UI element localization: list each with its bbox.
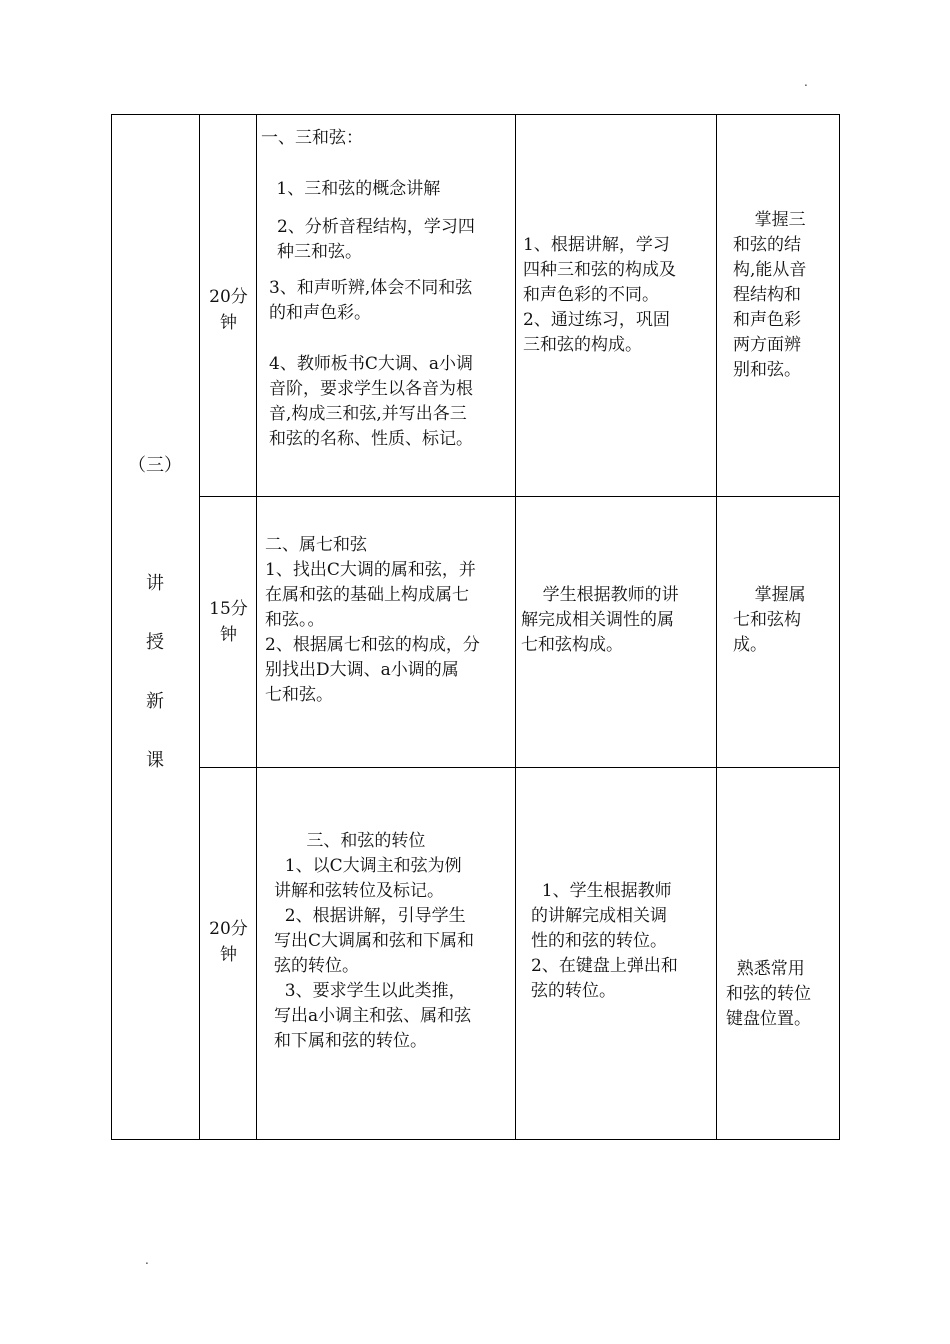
section-title-char: 新 — [146, 691, 164, 712]
column-divider — [515, 114, 516, 1140]
content-item: 2、分析音程结构，学习四 种三和弦。 — [277, 217, 475, 262]
student-activity: 1、学生根据教师 的讲解完成相关调 性的和弦的转位。 2、在键盘上弹出和 弦的转位。 — [531, 881, 678, 1001]
row-divider — [199, 496, 840, 497]
teaching-goal: 掌握三 和弦的结 构,能从音 程结构和 和声色彩 两方面辨 别和弦。 — [733, 210, 807, 380]
table-border-bottom — [111, 1139, 840, 1140]
teaching-goal: 熟悉常用 和弦的转位 键盘位置。 — [726, 959, 811, 1029]
page-mark-bottom: . — [145, 1253, 149, 1267]
section-title-char: 授 — [146, 632, 164, 653]
section-number: （三） — [128, 455, 182, 476]
table-border-right — [839, 114, 840, 1140]
section-title-char: 课 — [146, 750, 164, 771]
content-item: 1、三和弦的概念讲解 — [271, 179, 441, 199]
table-border-left — [111, 114, 112, 1140]
lesson-plan-table — [111, 114, 840, 1140]
content-item: 4、教师板书C大调、a小调 音阶，要求学生以各音为根 音,构成三和弦,并写出各三 和弦的名称、性质、标记。 — [269, 354, 473, 449]
page-mark-top: . — [804, 75, 808, 89]
column-divider — [716, 114, 717, 1140]
row-divider — [199, 767, 840, 768]
content-item: 二、属七和弦 1、找出C大调的属和弦，并 在属和弦的基础上构成属七 和弦。。 2、根据属七和弦的构成，分 别找出D大调、a小调的属 七和弦。 — [265, 535, 480, 705]
student-activity: 学生根据教师的讲 解完成相关调性的属 七和弦构成。 — [521, 585, 679, 655]
teaching-goal: 掌握属 七和弦构 成。 — [733, 585, 806, 655]
row-time: 20分 钟 — [209, 287, 248, 333]
content-heading: 一、三和弦： — [261, 128, 363, 148]
row-time: 15分 钟 — [209, 599, 248, 645]
student-activity: 1、根据讲解，学习 四种三和弦的构成及 和声色彩的不同。 2、通过练习，巩固 三和弦的构成。 — [523, 235, 676, 355]
content-item: 3、和声听辨,体会不同和弦 的和声色彩。 — [269, 278, 473, 323]
table-border-top — [111, 114, 840, 115]
section-title-char: 讲 — [146, 573, 164, 594]
row-time: 20分 钟 — [209, 919, 248, 965]
content-item: 三、和弦的转位 1、以C大调主和弦为例 讲解和弦转位及标记。 2、根据讲解，引导学生 写出C大调属和弦和下属和 弦的转位。 3、要求学生以此类推， 写出a小调主和弦、属和弦 和下属和弦的转位。 — [274, 831, 475, 1051]
